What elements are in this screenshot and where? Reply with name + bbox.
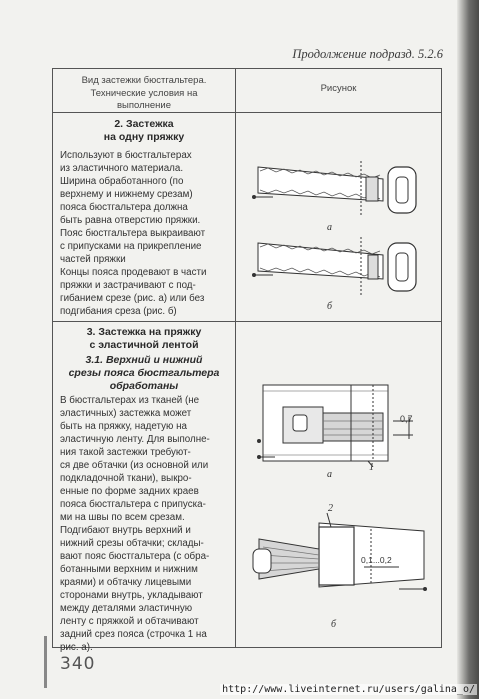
source-watermark: http://www.liveinternet.ru/users/galina_o/ [222,684,475,695]
figure-label-3a: а [327,469,332,480]
page-edge-shadow [457,0,479,699]
header-line: Технические условия на [90,87,198,99]
buckle-figure-3b [249,509,439,609]
subtitle-line: 3.1. Верхний и нижний [85,354,203,366]
buckle-figure-2a [248,149,428,219]
text-line: ми на швы по всем срезам. [60,512,185,523]
section2-title [53,118,235,144]
row-divider [53,321,441,322]
text-line: подгибания среза (рис. б) [60,306,177,317]
text-line: енные по форме задних краев [60,486,199,497]
page-margin-rule [44,636,47,688]
section3-subtitle [53,354,235,393]
text-line: нижний срезы обтачки; склады- [60,538,204,549]
figure-label-2a: а [327,222,332,233]
header-line: Вид застежки бюстгальтера. [81,75,207,86]
page-number: 340 [60,654,96,674]
callout-3a: 1 [369,462,374,473]
dimension-3b: 0,1...0,2 [361,555,392,565]
column-divider [235,69,236,647]
title-line: 3. Застежка на пряжку [86,326,202,338]
text-line: подкладочной ткани), выкро- [60,473,192,484]
header-line: выполнение [116,100,171,111]
callout-3b: 2 [328,503,333,514]
text-line: сторонами внутрь, укладывают [60,590,203,601]
section3-body [60,394,232,654]
text-line: задний срез пояса (строчка 1 на [60,629,207,640]
figure-label-3b: б [331,619,337,630]
spec-table [52,68,442,653]
text-line: пояса бюстгальтера должна [60,202,188,213]
text-line: Используют в бюстгальтерах [60,150,192,161]
title-line: на одну пряжку [103,131,185,143]
subtitle-line: обработаны [109,380,179,392]
text-line: эластичных) застежка может [60,408,192,419]
text-line: вают пояс бюстгальтера (с обра- [60,551,210,562]
text-line: с припусками на прикрепление [60,241,202,252]
text-line: рис. а). [60,642,93,653]
text-line: между деталями эластичную [60,603,193,614]
text-line: из эластичного материала. [60,163,184,174]
text-line: эластичную ленту. Для выполне- [60,434,210,445]
text-line: Подгибают внутрь верхний и [60,525,191,536]
text-line: ся две обтачки (из основной или [60,460,209,471]
text-line: ния такой застежки требуют- [60,447,191,458]
text-line: краями) и обтачку лицевыми [60,577,192,588]
text-line: пояса бюстгальтера с припуска- [60,499,206,510]
text-line: В бюстгальтерах из тканей (не [60,395,200,406]
text-line: верхнему и нижнему срезам) [60,189,193,200]
title-line: с эластичной лентой [89,339,199,351]
text-line: ленту с пряжкой и обтачивают [60,616,199,627]
running-head: Продолжение подразд. 5.2.6 [292,47,443,61]
text-line: пряжки и застрачивают с под- [60,280,196,291]
text-line: Ширина обработанного (по [60,176,184,187]
text-line: Пояс бюстгальтера выкраивают [60,228,206,239]
text-line: гибанием срезе (рис. а) или без [60,293,205,304]
column-header-left [53,75,235,113]
title-line: 2. Застежка [114,118,174,130]
figure-label-2b: б [327,301,333,312]
text-line: быть на пряжку, надетую на [60,421,187,432]
text-line: Концы пояса продевают в части [60,267,207,278]
buckle-figure-2b [248,227,428,297]
dimension-3a: 0,7 [400,414,413,424]
text-line: частей пряжки [60,254,126,265]
section2-body [60,149,232,318]
section3-title [53,326,235,352]
text-line: ботанными верхним и нижним [60,564,198,575]
subtitle-line: срезы пояса бюстгальтера [68,367,220,379]
text-line: быть равна отверстию пряжки. [60,215,201,226]
column-header-right: Рисунок [320,83,357,94]
